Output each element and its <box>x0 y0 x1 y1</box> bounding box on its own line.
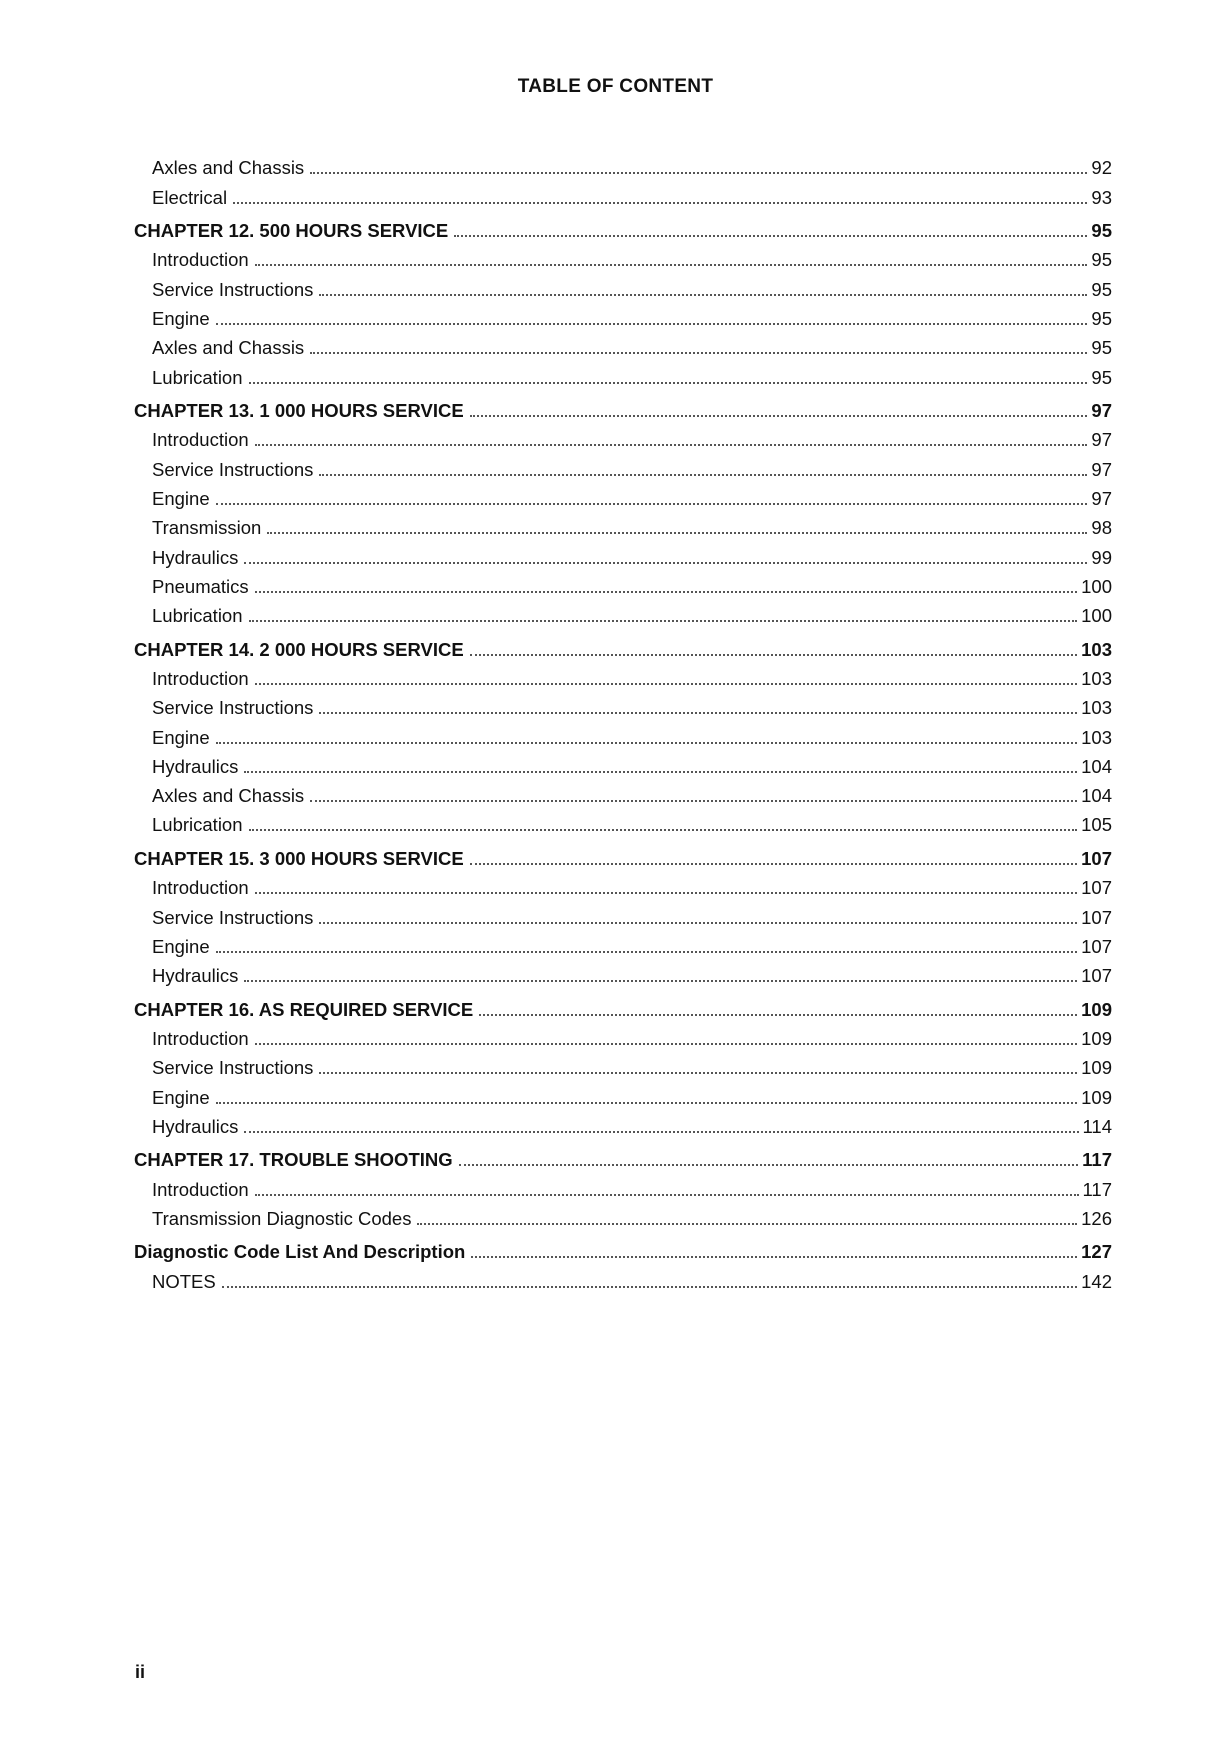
toc-section-entry[interactable] <box>134 1171 1112 1200</box>
toc-entry-page: 109 <box>1081 998 1112 1020</box>
toc-entry-label: Hydraulics <box>152 1115 239 1137</box>
toc-section-entry[interactable] <box>134 359 1112 388</box>
toc-dot-leader <box>216 323 1088 325</box>
toc-chapter-entry[interactable] <box>134 1138 1112 1172</box>
toc-dot-leader <box>255 264 1088 266</box>
toc-entry-label: Introduction <box>152 877 249 899</box>
toc-entry-label: Transmission Diagnostic Codes <box>152 1207 412 1229</box>
toc-dot-leader <box>255 1043 1077 1045</box>
toc-section-entry[interactable] <box>134 271 1112 300</box>
toc-entry-label: Lubrication <box>152 605 243 627</box>
toc-section-entry[interactable] <box>134 807 1112 836</box>
toc-entry-page: 104 <box>1081 785 1112 807</box>
toc-entry-label: CHAPTER 15. 3 000 HOURS SERVICE <box>134 847 464 869</box>
toc-entry-page: 127 <box>1081 1241 1112 1263</box>
toc-entry-page: 104 <box>1081 755 1112 777</box>
toc-section-entry[interactable] <box>134 899 1112 928</box>
toc-entry-label: Engine <box>152 307 210 329</box>
toc-entry-page: 100 <box>1081 575 1112 597</box>
toc-entry-page: 107 <box>1081 877 1112 899</box>
toc-section-entry[interactable] <box>134 1109 1112 1138</box>
toc-section-entry[interactable] <box>134 539 1112 568</box>
toc-section-entry[interactable] <box>134 242 1112 271</box>
toc-entry-page: 97 <box>1091 429 1112 451</box>
toc-entry-label: Service Instructions <box>152 278 314 300</box>
toc-dot-leader <box>319 294 1087 296</box>
toc-entry-label: Introduction <box>152 1027 249 1049</box>
toc-entry-page: 105 <box>1081 814 1112 836</box>
toc-entry-label: Engine <box>152 487 210 509</box>
toc-entry-label: Pneumatics <box>152 575 249 597</box>
toc-entry-label: Service Instructions <box>152 906 314 928</box>
toc-section-entry[interactable] <box>134 690 1112 719</box>
toc-entry-page: 95 <box>1091 307 1112 329</box>
toc-entry-label: Introduction <box>152 249 249 271</box>
toc-dot-leader <box>216 1102 1078 1104</box>
toc-dot-leader <box>249 382 1088 384</box>
toc-section-entry[interactable] <box>134 179 1112 208</box>
toc-dot-leader <box>222 1286 1077 1288</box>
toc-section-entry[interactable] <box>134 1021 1112 1050</box>
toc-entry-page: 95 <box>1091 366 1112 388</box>
toc-section-entry[interactable] <box>134 330 1112 359</box>
toc-dot-leader <box>216 503 1088 505</box>
toc-entry-page: 107 <box>1081 935 1112 957</box>
toc-dot-leader <box>244 1131 1078 1133</box>
toc-entry-label: CHAPTER 14. 2 000 HOURS SERVICE <box>134 638 464 660</box>
toc-entry-label: CHAPTER 17. TROUBLE SHOOTING <box>134 1149 453 1171</box>
toc-entry-label: Lubrication <box>152 814 243 836</box>
toc-entry-page: 95 <box>1091 337 1112 359</box>
toc-entry-page: 97 <box>1091 458 1112 480</box>
toc-entry-page: 126 <box>1081 1207 1112 1229</box>
toc-entry-page: 142 <box>1081 1270 1112 1292</box>
toc-section-entry[interactable] <box>134 958 1112 987</box>
toc-section-entry[interactable] <box>134 1263 1112 1292</box>
toc-entry-label: Introduction <box>152 667 249 689</box>
toc-section-entry[interactable] <box>134 422 1112 451</box>
toc-dot-leader <box>471 1256 1077 1258</box>
toc-section-entry[interactable] <box>134 1201 1112 1230</box>
toc-chapter-entry[interactable] <box>134 389 1112 423</box>
toc-dot-leader <box>244 562 1087 564</box>
toc-entry-page: 97 <box>1091 400 1112 422</box>
toc-dot-leader <box>319 712 1077 714</box>
toc-entry-label: Introduction <box>152 1178 249 1200</box>
toc-entry-page: 98 <box>1091 517 1112 539</box>
toc-entry-page: 95 <box>1091 220 1112 242</box>
toc-entry-label: Introduction <box>152 429 249 451</box>
toc-entry-label: Axles and Chassis <box>152 157 305 179</box>
toc-entry-label: Hydraulics <box>152 755 239 777</box>
toc-entry-page: 95 <box>1091 249 1112 271</box>
toc-entry-page: 103 <box>1081 697 1112 719</box>
toc-entry-label: Transmission <box>152 517 262 539</box>
toc-section-entry[interactable] <box>134 929 1112 958</box>
toc-entry-page: 107 <box>1081 847 1112 869</box>
toc-entry-label: Diagnostic Code List And Description <box>134 1241 466 1263</box>
toc-dot-leader <box>470 654 1077 656</box>
toc-entry-page: 107 <box>1081 906 1112 928</box>
toc-entry-page: 107 <box>1081 965 1112 987</box>
toc-entry-label: Axles and Chassis <box>152 785 305 807</box>
toc-dot-leader <box>249 620 1078 622</box>
toc-entry-page: 109 <box>1081 1027 1112 1049</box>
toc-section-entry[interactable] <box>134 569 1112 598</box>
toc-dot-leader <box>319 474 1087 476</box>
toc-dot-leader <box>255 444 1088 446</box>
toc-chapter-entry[interactable] <box>134 987 1112 1021</box>
toc-dot-leader <box>233 202 1087 204</box>
toc-dot-leader <box>459 1164 1079 1166</box>
toc-section-entry[interactable] <box>134 778 1112 807</box>
toc-chapter-entry[interactable] <box>134 627 1112 661</box>
toc-entry-page: 109 <box>1081 1086 1112 1108</box>
toc-dot-leader <box>470 415 1088 417</box>
toc-entry-label: Hydraulics <box>152 546 239 568</box>
toc-entry-label: Lubrication <box>152 366 243 388</box>
toc-section-entry[interactable] <box>134 598 1112 627</box>
toc-entry-label: Engine <box>152 726 210 748</box>
toc-chapter-entry[interactable] <box>134 836 1112 870</box>
toc-section-entry[interactable] <box>134 1050 1112 1079</box>
toc-entry-page: 99 <box>1091 546 1112 568</box>
toc-entry-label: Service Instructions <box>152 458 314 480</box>
toc-entry-label: CHAPTER 12. 500 HOURS SERVICE <box>134 220 449 242</box>
toc-dot-leader <box>454 235 1087 237</box>
toc-entry-page: 109 <box>1081 1057 1112 1079</box>
toc-entry-label: CHAPTER 16. AS REQUIRED SERVICE <box>134 998 474 1020</box>
toc-entry-page: 95 <box>1091 278 1112 300</box>
toc-section-entry[interactable] <box>134 661 1112 690</box>
toc-entry-page: 114 <box>1082 1115 1112 1137</box>
toc-entry-label: Axles and Chassis <box>152 337 305 359</box>
toc-entry-page: 103 <box>1081 726 1112 748</box>
toc-dot-leader <box>319 922 1077 924</box>
toc-entry-label: CHAPTER 13. 1 000 HOURS SERVICE <box>134 400 464 422</box>
toc-section-entry[interactable] <box>134 510 1112 539</box>
toc-entry-label: Service Instructions <box>152 697 314 719</box>
toc-dot-leader <box>255 892 1077 894</box>
toc-section-entry[interactable] <box>134 451 1112 480</box>
toc-entry-page: 103 <box>1081 667 1112 689</box>
toc-section-entry[interactable] <box>134 301 1112 330</box>
toc-dot-leader <box>255 591 1077 593</box>
toc-entry-label: Service Instructions <box>152 1057 314 1079</box>
toc-dot-leader <box>470 863 1077 865</box>
toc-entry-page: 117 <box>1082 1149 1112 1171</box>
toc-entry-page: 92 <box>1091 157 1112 179</box>
page-number: ii <box>135 1662 146 1682</box>
toc-entry-label: NOTES <box>152 1270 216 1292</box>
toc-section-entry[interactable] <box>134 719 1112 748</box>
toc-section-entry[interactable] <box>134 150 1112 179</box>
toc-dot-leader <box>244 771 1077 773</box>
toc-entry-page: 103 <box>1081 638 1112 660</box>
toc-dot-leader <box>267 532 1087 534</box>
toc-dot-leader <box>310 172 1087 174</box>
toc-dot-leader <box>216 951 1078 953</box>
toc-dot-leader <box>244 980 1077 982</box>
toc-entry-label: Engine <box>152 1086 210 1108</box>
page-title: TABLE OF CONTENT <box>517 76 714 97</box>
toc-dot-leader <box>310 800 1077 802</box>
toc-entry-page: 93 <box>1091 186 1112 208</box>
toc-chapter-entry[interactable] <box>134 1230 1112 1264</box>
toc-chapter-entry[interactable] <box>134 209 1112 243</box>
toc-dot-leader <box>249 829 1078 831</box>
toc-entry-label: Engine <box>152 935 210 957</box>
toc-dot-leader <box>255 1194 1079 1196</box>
toc-entry-page: 100 <box>1081 605 1112 627</box>
toc-section-entry[interactable] <box>134 749 1112 778</box>
toc-section-entry[interactable] <box>134 870 1112 899</box>
toc-entry-label: Electrical <box>152 186 228 208</box>
toc-entry-label: Hydraulics <box>152 965 239 987</box>
toc-dot-leader <box>255 683 1077 685</box>
toc-section-entry[interactable] <box>134 1079 1112 1108</box>
toc-entry-page: 97 <box>1091 487 1112 509</box>
table-of-contents <box>134 150 1112 1293</box>
toc-section-entry[interactable] <box>134 481 1112 510</box>
toc-dot-leader <box>310 352 1087 354</box>
toc-dot-leader <box>216 742 1078 744</box>
toc-dot-leader <box>417 1223 1077 1225</box>
toc-dot-leader <box>319 1072 1077 1074</box>
toc-dot-leader <box>479 1014 1077 1016</box>
toc-entry-page: 117 <box>1082 1178 1112 1200</box>
